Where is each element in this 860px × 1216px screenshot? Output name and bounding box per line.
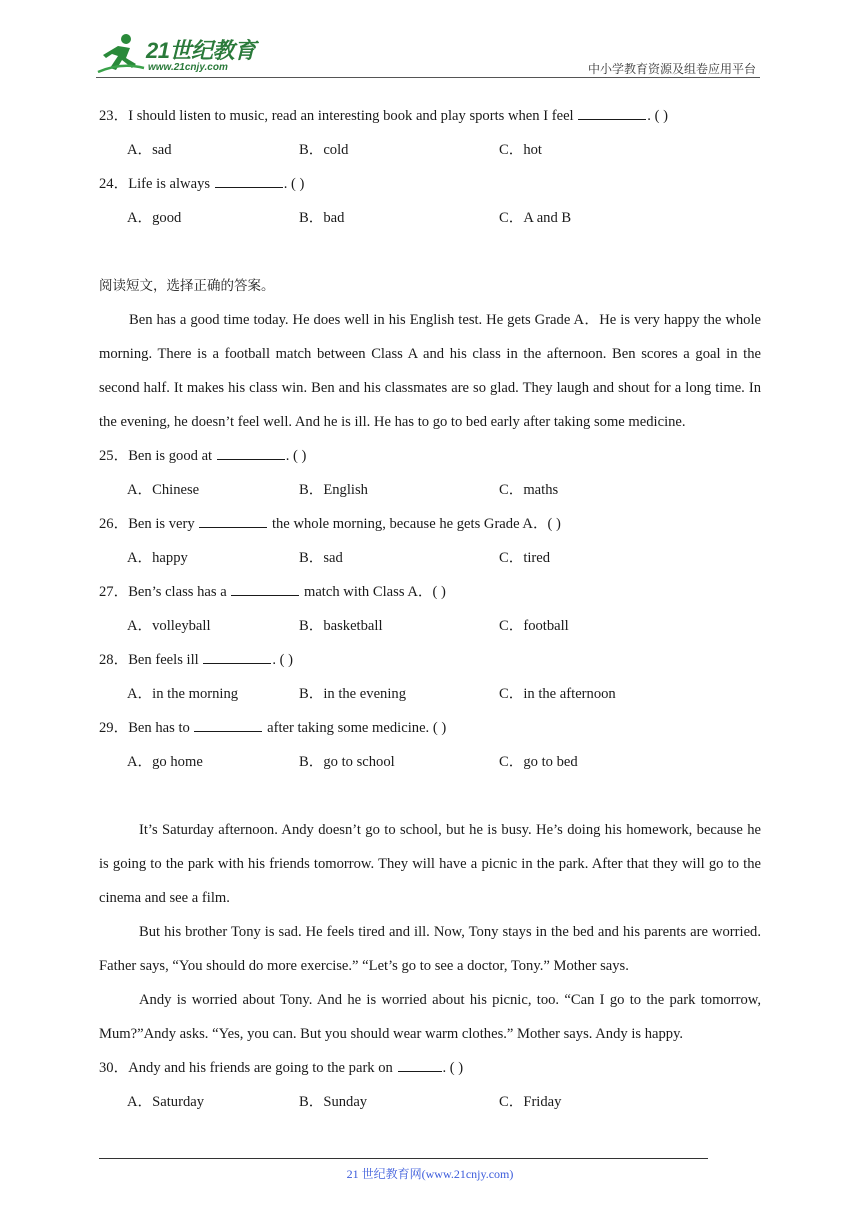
- option-c: C．maths: [499, 482, 559, 498]
- header-tagline: 中小学教育资源及组卷应用平台: [587, 62, 756, 76]
- question-25: 25．Ben is good at . ( ): [99, 439, 761, 473]
- option-b: B．go to school: [299, 754, 395, 770]
- answer-blank: [203, 648, 271, 664]
- answer-blank: [194, 716, 262, 732]
- answer-blank: [217, 444, 285, 460]
- option-a: A．go home: [127, 754, 203, 770]
- options-25: [99, 473, 761, 507]
- option-c: C．go to bed: [499, 754, 578, 770]
- question-27: 27．Ben’s class has a match with Class A．( ): [99, 575, 761, 609]
- option-b: B．sad: [299, 550, 343, 566]
- section-instruction: 阅读短文，选择正确的答案。: [99, 278, 275, 294]
- option-c: C．football: [499, 618, 569, 634]
- option-a: A．in the morning: [127, 686, 239, 702]
- reading-passage-2-p3: Andy is worried about Tony. And he is worried about his picnic, too. “Can I go to the park tomorrow, Mum?”Andy asks. “Yes, you can. But you should wear warm clothes.” Mother says. Andy is happy.: [99, 992, 761, 1042]
- option-b: B．English: [299, 482, 368, 498]
- option-c: C．tired: [499, 550, 551, 566]
- footer-link[interactable]: 21 世纪教育网(www.21cnjy.com): [346, 1167, 514, 1181]
- options-27: [99, 609, 761, 643]
- option-a: A．Chinese: [127, 482, 200, 498]
- options-28: [99, 677, 761, 711]
- option-b: B．basketball: [299, 618, 383, 634]
- answer-blank: [215, 172, 283, 188]
- reading-passage-1: Ben has a good time today. He does well in his English test. He gets Grade A．He is very happy the whole morning. There is a football match between Class A and his class in the afternoon. Ben scores a goal in the second half. It makes his class win. Ben and his classmates are so glad. They laugh and shout for a long time. In the evening, he doesn’t feel well. And he is ill. He has to go to bed early after taking some medicine.: [99, 312, 761, 430]
- runner-icon: [96, 32, 146, 76]
- option-a: A．Saturday: [127, 1094, 205, 1110]
- option-c: C．hot: [499, 142, 542, 158]
- answer-blank: [578, 104, 646, 120]
- options-24: [99, 201, 761, 235]
- option-b: B．bad: [299, 210, 345, 226]
- answer-blank: [199, 512, 267, 528]
- option-a: A．volleyball: [127, 618, 211, 634]
- option-b: B．cold: [299, 142, 349, 158]
- question-28: 28．Ben feels ill . ( ): [99, 643, 761, 677]
- site-logo: [96, 32, 266, 78]
- question-24: 24．Life is always . ( ): [99, 167, 761, 201]
- options-30: [99, 1085, 761, 1119]
- option-a: A．happy: [127, 550, 188, 566]
- footer-divider: [99, 1158, 708, 1159]
- document-body: [99, 99, 761, 1119]
- answer-blank: [231, 580, 299, 596]
- option-b: B．Sunday: [299, 1094, 368, 1110]
- option-b: B．in the evening: [299, 686, 407, 702]
- question-23: 23．I should listen to music, read an interesting book and play sports when I feel . ( ): [99, 99, 761, 133]
- answer-blank: [398, 1056, 442, 1072]
- option-a: A．sad: [127, 142, 172, 158]
- option-c: C．Friday: [499, 1094, 562, 1110]
- options-29: [99, 745, 761, 779]
- logo-url: www.21cnjy.com: [148, 62, 228, 73]
- reading-passage-2-p2: But his brother Tony is sad. He feels tired and ill. Now, Tony stays in the bed and his parents are worried. Father says, “You should do more exercise.” “Let’s go to see a doctor, Tony.” Mother says.: [99, 924, 761, 974]
- question-29: 29．Ben has to after taking some medicine. ( ): [99, 711, 761, 745]
- question-26: 26．Ben is very the whole morning, because he gets Grade A．( ): [99, 507, 761, 541]
- header-divider: [96, 77, 760, 78]
- option-a: A．good: [127, 210, 182, 226]
- question-30: 30．Andy and his friends are going to the park on . ( ): [99, 1051, 761, 1085]
- options-23: [99, 133, 761, 167]
- options-26: [99, 541, 761, 575]
- logo-text: 21世纪教育: [146, 38, 256, 63]
- page-header: [0, 0, 860, 80]
- option-c: C．A and B: [499, 210, 572, 226]
- option-c: C．in the afternoon: [499, 686, 616, 702]
- reading-passage-2-p1: It’s Saturday afternoon. Andy doesn’t go to school, but he is busy. He’s doing his homework, because he is going to the park with his friends tomorrow. They will have a picnic in the park. After that they will go to the cinema and see a film.: [99, 822, 761, 906]
